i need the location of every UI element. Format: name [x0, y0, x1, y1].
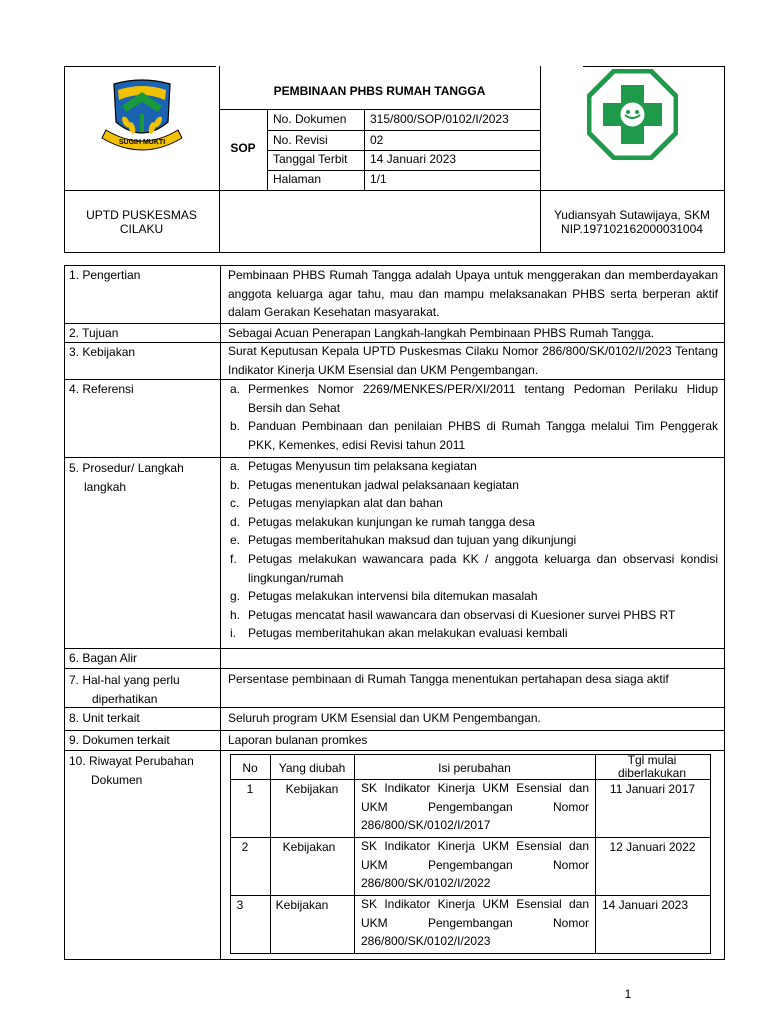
label-riwayat: 10. Riwayat Perubahan Dokumen [69, 754, 194, 787]
text-dokumen-terkait: Laporan bulanan promkes [228, 733, 368, 747]
list-item: d. Petugas melakukan kunjungan ke rumah tangga desa [230, 514, 535, 529]
label-kebijakan: 3. Kebijakan [69, 345, 136, 359]
label-dokumen-terkait: 9. Dokumen terkait [69, 733, 170, 747]
issue-date-label: Tanggal Terbit [273, 152, 348, 166]
history-row-2-diubah: Kebijakan [282, 840, 336, 854]
history-row-1-diubah: Kebijakan [285, 782, 339, 796]
list-item: a. Petugas Menyusun tim pelaksana kegiatan [230, 459, 477, 473]
referensi-list [230, 380, 718, 454]
history-row-1-no: 1 [246, 782, 254, 796]
label-prosedur: 5. Prosedur/ Langkah langkah [69, 461, 184, 494]
signatory-name: Yudiansyah Sutawijaya, SKM [553, 208, 711, 222]
list-item: g. Petugas melakukan intervensi bila ditemukan masalah [230, 589, 538, 604]
list-item: b. Panduan Pembinaan dan penilaian PHBS di Rumah Tangga melalui Tim Penggerak PKK, Kemenkes, edisi Revisi tahun 2011 [230, 419, 718, 452]
history-header-tgl: Tgl mulai diberlakukan [617, 753, 687, 780]
history-row-3-no: 3 [236, 898, 244, 912]
history-row-2-isi: SK Indikator Kinerja UKM Esensial dan UKM Pengembangan Nomor 286/800/SK/0102/I/2022 [361, 839, 589, 891]
signatory-nip: NIP.197102162000031004 [561, 222, 703, 236]
document-title: PEMBINAAN PHBS RUMAH TANGGA [273, 84, 486, 98]
doc-number-value: 315/800/SOP/0102/I/2023 [370, 112, 509, 126]
list-item: f. Petugas melakukan wawancara pada KK / anggota keluarga dan observasi kondisi lingkungan/rumah [230, 551, 718, 585]
label-tujuan: 2. Tujuan [69, 326, 119, 340]
text-pengertian: Pembinaan PHBS Rumah Tangga adalah Upaya untuk menggerakan dan memberdayakan anggota keluarga agar tahu, mau dan mampu melaksanakan PHBS serta berperan aktif dalam Gerakan Kesehatan masyarakat. [228, 268, 718, 320]
doc-number-label: No. Dokumen [273, 112, 347, 126]
history-header-no: No [242, 761, 258, 775]
list-item: c. Petugas menyiapkan alat dan bahan [230, 496, 443, 511]
text-unit-terkait: Seluruh program UKM Esensial dan UKM Pengembangan. [228, 711, 541, 725]
history-row-1-tgl: 11 Januari 2017 [609, 782, 696, 796]
label-pengertian: 1. Pengertian [69, 268, 141, 282]
history-row-3-tgl: 14 Januari 2023 [601, 898, 689, 912]
text-tujuan: Sebagai Acuan Penerapan Langkah-langkah Pembinaan PHBS Rumah Tangga. [228, 326, 655, 340]
puskesmas-logo-icon [587, 69, 678, 160]
history-row-3-isi: SK Indikator Kinerja UKM Esensial dan UKM Pengembangan Nomor 286/800/SK/0102/I/2023 [361, 897, 589, 949]
history-header-diubah: Yang diubah [278, 761, 346, 775]
prosedur-list [230, 457, 718, 643]
page-label: Halaman [273, 172, 322, 186]
text-kebijakan: Surat Keputusan Kepala UPTD Puskesmas Cilaku Nomor 286/800/SK/0102/I/2023 Tentang Indikator Kinerja UKM Esensial dan UKM Pengembangan. [228, 344, 718, 377]
label-unit-terkait: 8. Unit terkait [69, 711, 140, 725]
list-item: e. Petugas memberitahukan maksud dan tujuan yang dikunjungi [230, 533, 577, 548]
list-item: h. Petugas mencatat hasil wawancara dan observasi di Kuesioner survei PHBS RT [230, 607, 676, 622]
issue-date-value: 14 Januari 2023 [370, 152, 457, 166]
list-item: a. Permenkes Nomor 2269/MENKES/PER/XI/2011 tentang Pedoman Perilaku Hidup Bersih dan Sehat [230, 382, 718, 415]
revision-value: 02 [370, 133, 384, 147]
history-header-isi: Isi perubahan [438, 761, 511, 775]
label-referensi: 4. Referensi [69, 382, 134, 396]
list-item: i. Petugas memberitahukan akan melakukan evaluasi kembali [230, 626, 568, 641]
label-bagan-alir: 6. Bagan Alir [69, 651, 138, 665]
page-value: 1/1 [370, 172, 387, 186]
revision-label: No. Revisi [273, 133, 328, 147]
page-number: 1 [624, 987, 632, 1001]
history-row-2-no: 2 [241, 840, 249, 854]
history-row-3-diubah: Kebijakan [275, 898, 329, 912]
history-row-2-tgl: 12 Januari 2022 [609, 840, 696, 854]
regency-emblem-icon [96, 78, 188, 162]
signatory-block [540, 208, 724, 236]
label-hal-hal: 7. Hal-hal yang perlu diperhatikan [69, 673, 180, 706]
history-row-1-isi: SK Indikator Kinerja UKM Esensial dan UKM Pengembangan Nomor 286/800/SK/0102/I/2017 [361, 781, 589, 833]
text-hal-hal: Persentase pembinaan di Rumah Tangga menentukan pertahapan desa siaga aktif [228, 672, 669, 686]
emblem-ribbon-text: SUGIH MUKTI [118, 139, 166, 146]
sop-label: SOP [230, 141, 256, 155]
list-item: b. Petugas menentukan jadwal pelaksanaan kegiatan [230, 477, 519, 492]
institution-name: UPTD PUSKESMAS CILAKU [86, 208, 197, 236]
